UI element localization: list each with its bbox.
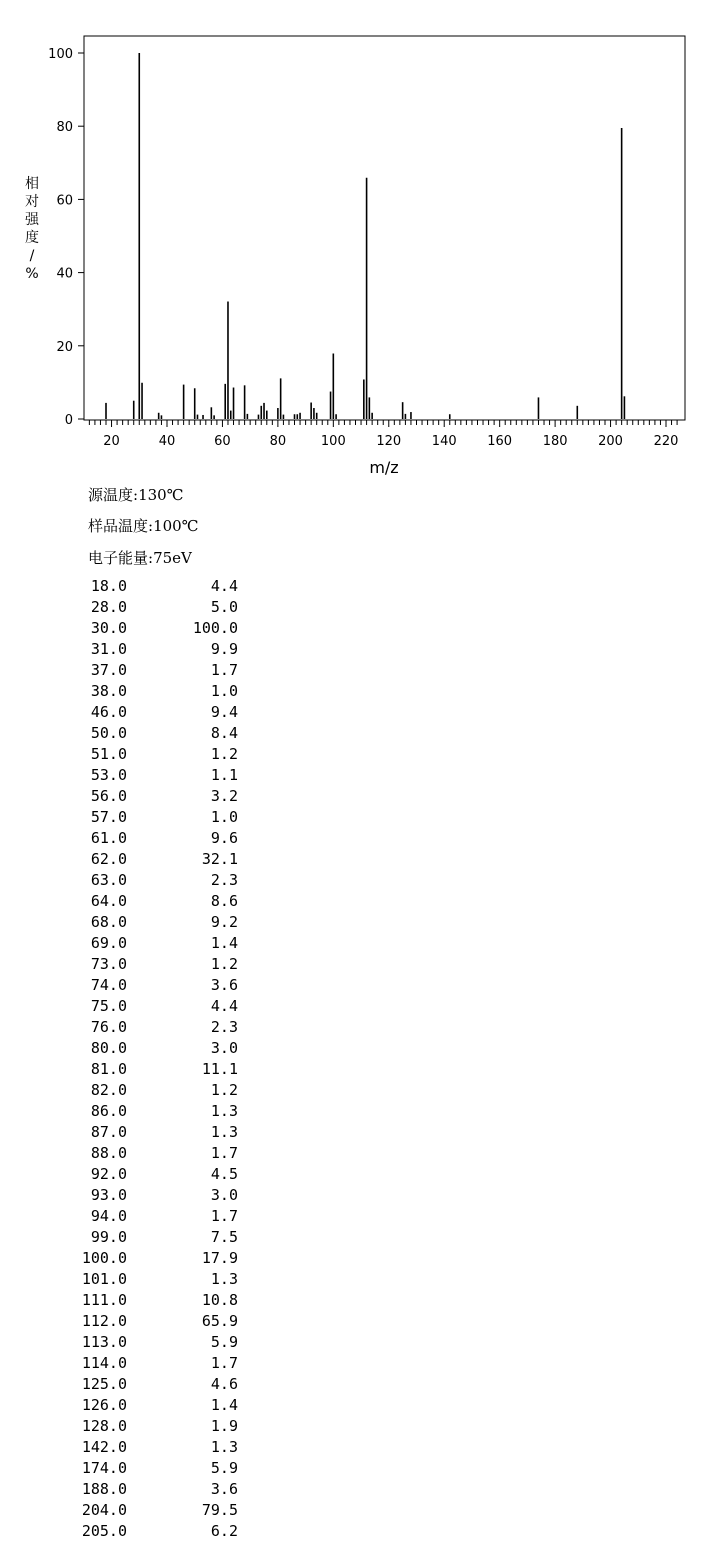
- table-row: [60, 1479, 250, 1500]
- table-row: [60, 933, 250, 954]
- mz-value: 101.0: [81, 1270, 127, 1288]
- mz-value: 94.0: [90, 1207, 127, 1225]
- relative-abundance-value: 8.6: [210, 892, 238, 910]
- x-tick-label: 100: [320, 434, 346, 449]
- y-axis-label: [25, 175, 40, 282]
- table-row: [60, 891, 250, 912]
- y-axis-label-char: %: [25, 266, 39, 282]
- x-tick-label: 120: [376, 434, 402, 449]
- mz-value: 69.0: [90, 934, 127, 952]
- condition-value: 130℃: [138, 486, 184, 504]
- table-row: [60, 1101, 250, 1122]
- relative-abundance-value: 1.9: [210, 1417, 238, 1435]
- mz-value: 68.0: [90, 913, 127, 931]
- table-row: [60, 1143, 250, 1164]
- table-row: [60, 1185, 250, 1206]
- condition-label: 电子能量:: [88, 549, 154, 567]
- mz-value: 86.0: [90, 1102, 127, 1120]
- mz-value: 76.0: [90, 1018, 127, 1036]
- mass-spectrum-chart: [0, 0, 709, 480]
- mz-value: 30.0: [90, 619, 127, 637]
- relative-abundance-value: 32.1: [201, 850, 238, 868]
- relative-abundance-value: 1.3: [210, 1270, 238, 1288]
- table-row: [60, 639, 250, 660]
- table-row: [60, 723, 250, 744]
- mz-value: 51.0: [90, 745, 127, 763]
- relative-abundance-value: 9.4: [210, 703, 238, 721]
- mz-value: 188.0: [81, 1480, 127, 1498]
- y-tick-label: 100: [48, 47, 73, 62]
- condition-label: 源温度:: [88, 486, 139, 504]
- mz-value: 38.0: [90, 682, 127, 700]
- mz-value: 31.0: [90, 640, 127, 658]
- relative-abundance-value: 8.4: [210, 724, 238, 742]
- condition-line: [88, 547, 192, 568]
- mz-value: 57.0: [90, 808, 127, 826]
- table-row: [60, 1038, 250, 1059]
- mz-value: 114.0: [81, 1354, 127, 1372]
- mz-value: 174.0: [81, 1459, 127, 1477]
- x-tick-label: 180: [542, 434, 568, 449]
- condition-value: 75eV: [153, 549, 192, 567]
- table-row: [60, 1248, 250, 1269]
- relative-abundance-value: 1.7: [210, 1144, 238, 1162]
- table-row: [60, 1206, 250, 1227]
- relative-abundance-value: 9.2: [210, 913, 238, 931]
- mz-value: 75.0: [90, 997, 127, 1015]
- x-tick-label: 220: [653, 434, 679, 449]
- relative-abundance-value: 1.2: [210, 955, 238, 973]
- mz-value: 82.0: [90, 1081, 127, 1099]
- mz-value: 63.0: [90, 871, 127, 889]
- relative-abundance-value: 1.4: [210, 934, 238, 952]
- condition-label: 样品温度:: [88, 517, 154, 535]
- relative-abundance-value: 7.5: [210, 1228, 238, 1246]
- mz-value: 56.0: [90, 787, 127, 805]
- table-row: [60, 912, 250, 933]
- y-tick-label: 40: [56, 266, 73, 282]
- mz-value: 46.0: [90, 703, 127, 721]
- relative-abundance-value: 11.1: [201, 1060, 238, 1078]
- mz-value: 100.0: [81, 1249, 127, 1267]
- table-row: [60, 660, 250, 681]
- table-row: [60, 1332, 250, 1353]
- x-tick-label: 80: [269, 434, 287, 449]
- mz-value: 93.0: [90, 1186, 127, 1204]
- y-tick-label: 20: [56, 339, 73, 355]
- table-row: [60, 1353, 250, 1374]
- x-tick-label: 60: [214, 434, 231, 449]
- table-row: [60, 1521, 250, 1542]
- mz-value: 99.0: [90, 1228, 127, 1246]
- mz-value: 37.0: [90, 661, 127, 679]
- relative-abundance-value: 1.7: [210, 661, 238, 679]
- table-row: [60, 1059, 250, 1080]
- table-row: [60, 1290, 250, 1311]
- mz-value: 80.0: [90, 1039, 127, 1057]
- table-row: [60, 975, 250, 996]
- table-row: [60, 954, 250, 975]
- table-row: [60, 1374, 250, 1395]
- table-row: [60, 1458, 250, 1479]
- mz-value: 128.0: [81, 1417, 127, 1435]
- table-row: [60, 1437, 250, 1458]
- relative-abundance-value: 2.3: [210, 871, 238, 889]
- mz-value: 125.0: [81, 1375, 127, 1393]
- relative-abundance-value: 1.0: [210, 808, 238, 826]
- table-row: [60, 870, 250, 891]
- table-row: [60, 744, 250, 765]
- relative-abundance-value: 6.2: [210, 1522, 238, 1540]
- mz-value: 204.0: [81, 1501, 127, 1519]
- y-tick-label: 80: [56, 120, 73, 136]
- relative-abundance-value: 79.5: [201, 1501, 238, 1519]
- relative-abundance-value: 9.6: [210, 829, 238, 847]
- mz-value: 61.0: [90, 829, 127, 847]
- relative-abundance-value: 5.9: [210, 1333, 238, 1351]
- x-tick-label: 20: [103, 434, 120, 449]
- relative-abundance-value: 5.0: [210, 598, 238, 616]
- mz-value: 112.0: [81, 1312, 127, 1330]
- table-row: [60, 996, 250, 1017]
- relative-abundance-value: 1.2: [210, 1081, 238, 1099]
- relative-abundance-value: 1.7: [210, 1354, 238, 1372]
- relative-abundance-value: 4.5: [210, 1165, 238, 1183]
- relative-abundance-value: 1.3: [210, 1123, 238, 1141]
- x-tick-label: 200: [598, 434, 623, 449]
- table-row: [60, 1080, 250, 1101]
- x-axis: [89, 420, 678, 449]
- table-row: [60, 1500, 250, 1521]
- table-row: [60, 1311, 250, 1332]
- y-tick-label: 60: [56, 193, 73, 209]
- mz-value: 113.0: [81, 1333, 127, 1351]
- mz-value: 205.0: [81, 1522, 127, 1540]
- relative-abundance-value: 1.7: [210, 1207, 238, 1225]
- relative-abundance-value: 10.8: [201, 1291, 238, 1309]
- relative-abundance-value: 3.2: [210, 787, 238, 805]
- mz-value: 92.0: [90, 1165, 127, 1183]
- table-row: [60, 1416, 250, 1437]
- relative-abundance-value: 1.4: [210, 1396, 238, 1414]
- relative-abundance-value: 3.0: [210, 1186, 238, 1204]
- plot-frame: [84, 36, 685, 420]
- relative-abundance-value: 4.4: [210, 997, 238, 1015]
- table-row: [60, 1227, 250, 1248]
- relative-abundance-value: 65.9: [201, 1312, 238, 1330]
- table-row: [60, 828, 250, 849]
- peak-table: [60, 576, 250, 1542]
- mz-value: 81.0: [90, 1060, 127, 1078]
- table-row: [60, 765, 250, 786]
- table-row: [60, 1395, 250, 1416]
- y-axis: [48, 47, 84, 428]
- condition-line: [88, 515, 198, 536]
- table-row: [60, 807, 250, 828]
- table-row: [60, 1122, 250, 1143]
- x-tick-label: 40: [158, 434, 176, 449]
- y-axis-label-char: 相: [25, 176, 39, 192]
- mz-value: 64.0: [90, 892, 127, 910]
- mz-value: 87.0: [90, 1123, 127, 1141]
- relative-abundance-value: 4.6: [210, 1375, 238, 1393]
- y-axis-label-char: /: [29, 248, 35, 264]
- y-tick-label: 0: [64, 413, 73, 428]
- relative-abundance-value: 4.4: [210, 577, 238, 595]
- relative-abundance-value: 17.9: [201, 1249, 238, 1267]
- x-axis-label: m/z: [369, 458, 399, 477]
- y-axis-label-char: 度: [25, 230, 39, 246]
- relative-abundance-value: 9.9: [210, 640, 238, 658]
- condition-value: 100℃: [153, 517, 199, 535]
- table-row: [60, 576, 250, 597]
- table-row: [60, 618, 250, 639]
- mz-value: 126.0: [81, 1396, 127, 1414]
- x-tick-label: 140: [431, 434, 457, 449]
- mz-value: 73.0: [90, 955, 127, 973]
- mz-value: 62.0: [90, 850, 127, 868]
- mz-value: 53.0: [90, 766, 127, 784]
- mz-value: 111.0: [81, 1291, 127, 1309]
- peak-bars: [106, 53, 624, 419]
- mz-value: 28.0: [90, 598, 127, 616]
- table-row: [60, 1017, 250, 1038]
- mz-value: 18.0: [90, 577, 127, 595]
- mz-value: 142.0: [81, 1438, 127, 1456]
- y-axis-label-char: 强: [25, 212, 39, 228]
- y-axis-label-char: 对: [25, 194, 39, 210]
- relative-abundance-value: 1.2: [210, 745, 238, 763]
- mz-value: 74.0: [90, 976, 127, 994]
- table-row: [60, 1269, 250, 1290]
- relative-abundance-value: 1.0: [210, 682, 238, 700]
- relative-abundance-value: 1.3: [210, 1438, 238, 1456]
- condition-line: [88, 484, 183, 505]
- mz-value: 88.0: [90, 1144, 127, 1162]
- relative-abundance-value: 3.6: [210, 1480, 238, 1498]
- table-row: [60, 849, 250, 870]
- mz-value: 50.0: [90, 724, 127, 742]
- relative-abundance-value: 3.0: [210, 1039, 238, 1057]
- relative-abundance-value: 5.9: [210, 1459, 238, 1477]
- table-row: [60, 786, 250, 807]
- table-row: [60, 1164, 250, 1185]
- table-row: [60, 597, 250, 618]
- relative-abundance-value: 2.3: [210, 1018, 238, 1036]
- x-tick-label: 160: [487, 434, 513, 449]
- table-row: [60, 702, 250, 723]
- relative-abundance-value: 1.1: [210, 766, 238, 784]
- relative-abundance-value: 1.3: [210, 1102, 238, 1120]
- table-row: [60, 681, 250, 702]
- relative-abundance-value: 3.6: [210, 976, 238, 994]
- relative-abundance-value: 100.0: [192, 619, 238, 637]
